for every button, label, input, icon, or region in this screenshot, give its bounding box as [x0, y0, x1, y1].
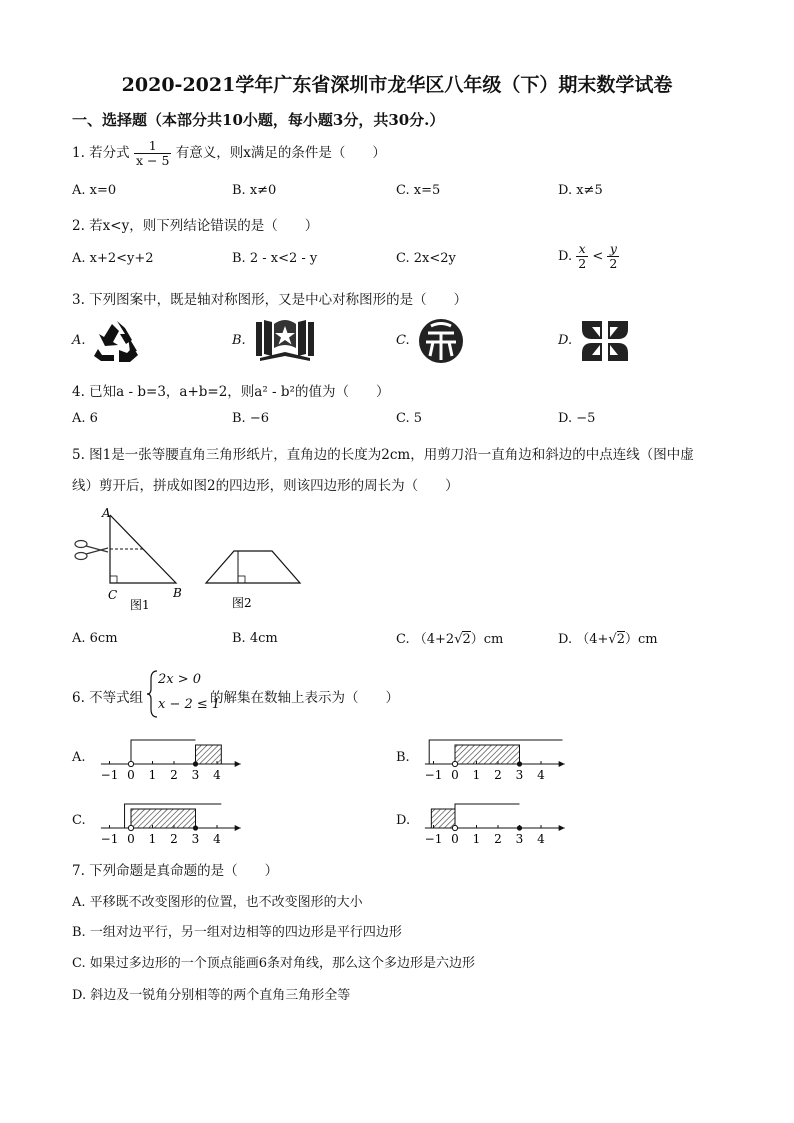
q5-option-d[interactable] [558, 628, 658, 647]
vertex-label-a: A [102, 506, 111, 520]
closed-point [517, 825, 522, 830]
tick-label: 1 [148, 832, 157, 844]
question-2: 2. 若x<y，则下列结论错误的是（ ） [72, 218, 319, 234]
question-7: 7. 下列命题是真命题的是（ ） [72, 863, 279, 879]
tick-label: 3 [515, 832, 524, 844]
q5-option-b[interactable]: B. 4cm [232, 631, 278, 646]
tick-label: 2 [494, 832, 502, 844]
trapezoid-figure [206, 551, 300, 610]
book-emblem-icon [254, 316, 316, 362]
scissors-icon [75, 541, 108, 560]
inequality-ray [131, 740, 196, 764]
q3-label-a[interactable]: A. [72, 333, 86, 348]
question-6-pre: 6. 不等式组 [72, 690, 144, 706]
q4-option-d[interactable]: D. −5 [558, 411, 596, 426]
number-line-b [412, 728, 572, 780]
tick-label: 0 [127, 768, 135, 780]
closed-point [517, 761, 522, 766]
q1-frac-num: 1 [134, 139, 171, 154]
solution-region [131, 809, 196, 828]
four-petal-icon [580, 319, 630, 363]
q6-label-b[interactable]: B. [396, 750, 410, 765]
sqrt-symbol-c: √ [454, 632, 463, 647]
metro-logo-icon [416, 318, 466, 364]
q2-d-num1: x [576, 242, 588, 257]
q1-fraction [134, 139, 171, 168]
q2-d-label: D. [558, 249, 573, 264]
section-heading: 一、选择题（本部分共10小题，每小题3分，共30分.） [72, 111, 445, 129]
question-6-post: 的解集在数轴上表示为（ ） [210, 690, 399, 706]
vertex-label-b: B [173, 586, 182, 600]
q4-option-b[interactable]: B. −6 [232, 411, 269, 426]
q4-option-c[interactable]: C. 5 [396, 411, 423, 426]
tick-label: 4 [537, 832, 545, 844]
tick-label: 3 [191, 768, 200, 780]
question-4: 4. 已知a - b=3，a+b=2，则a² - b²的值为（ ） [72, 384, 390, 400]
open-point [128, 761, 133, 766]
q2-d-num2: y [607, 242, 619, 257]
q5-d-radicand: 2 [616, 632, 625, 647]
q5-option-a[interactable]: A. 6cm [72, 631, 118, 646]
q5-c-post: ）cm [470, 632, 504, 647]
q2-d-den2: 2 [609, 256, 618, 271]
q3-label-c[interactable]: C. [396, 333, 410, 348]
q2-d-op: < [592, 249, 604, 264]
q2-option-b[interactable]: B. 2 - x<2 - y [232, 251, 318, 266]
tick-label: 1 [148, 768, 157, 780]
open-point [128, 825, 133, 830]
question-5-line1: 5. 图1是一张等腰直角三角形纸片，直角边的长度为2cm，用剪刀沿一直角边和斜边的中点连线（图中虚 [72, 447, 694, 463]
q7-option-d[interactable]: D. 斜边及一锐角分别相等的两个直角三角形全等 [72, 988, 351, 1003]
q2-option-a[interactable]: A. x+2<y+2 [72, 251, 154, 266]
q6-inequality-1: 2x > 0 [158, 672, 202, 687]
q6-label-a[interactable]: A. [72, 750, 86, 765]
number-line-a [88, 728, 248, 780]
number-line-c [88, 792, 248, 844]
tick-label: 2 [494, 768, 502, 780]
open-point [452, 825, 457, 830]
q6-label-c[interactable]: C. [72, 813, 86, 828]
tick-label: 1 [472, 768, 481, 780]
closed-point [193, 761, 198, 766]
tick-label: 0 [451, 832, 459, 844]
q6-label-d[interactable]: D. [396, 813, 411, 828]
axis-arrow [235, 761, 241, 767]
q1-stem-post: 有意义，则x满足的条件是（ ） [175, 145, 386, 161]
axis-arrow [559, 761, 565, 767]
sqrt-symbol-d: √ [608, 632, 617, 647]
tick-label: 0 [127, 832, 135, 844]
vertex-label-c: C [108, 588, 118, 602]
q1-option-b[interactable]: B. x≠0 [232, 183, 277, 198]
q7-option-c[interactable]: C. 如果过多边形的一个顶点能画6条对角线，那么这个多边形是六边形 [72, 956, 476, 971]
open-point [452, 761, 457, 766]
figure-1-caption: 图1 [130, 598, 150, 612]
q2-d-den1: 2 [578, 256, 587, 271]
solution-region [455, 745, 520, 764]
tick-label: 4 [213, 768, 221, 780]
recycle-icon [92, 318, 142, 364]
triangle-figure [75, 506, 182, 612]
solution-region [431, 809, 455, 828]
q3-label-b[interactable]: B. [232, 333, 246, 348]
closed-point [193, 825, 198, 830]
q5-c-pre: C. （4+2 [396, 632, 455, 647]
q1-option-d[interactable]: D. x≠5 [558, 183, 603, 198]
q5-d-pre: D. （4+ [558, 632, 609, 647]
q5-d-post: ）cm [624, 632, 658, 647]
q2-d-frac1 [576, 242, 588, 271]
q1-stem-pre: 1. 若分式 [72, 145, 130, 161]
tick-label: −1 [100, 768, 119, 780]
tick-label: 3 [515, 768, 524, 780]
brace-icon [145, 669, 159, 719]
q1-option-c[interactable]: C. x=5 [396, 183, 441, 198]
page-title: 2020-2021学年广东省深圳市龙华区八年级（下）期末数学试卷 [121, 74, 673, 96]
tick-label: 4 [213, 832, 221, 844]
axis-arrow [559, 825, 565, 831]
number-line-d [412, 792, 572, 844]
question-1 [72, 139, 386, 168]
axis-arrow [235, 825, 241, 831]
q2-option-c[interactable]: C. 2x<2y [396, 251, 456, 266]
inequality-ray [455, 804, 520, 828]
tick-label: 4 [537, 768, 545, 780]
q3-label-d[interactable]: D. [558, 333, 573, 348]
q7-option-b[interactable]: B. 一组对边平行，另一组对边相等的四边形是平行四边形 [72, 925, 402, 940]
q7-option-a[interactable]: A. 平移既不改变图形的位置，也不改变图形的大小 [72, 895, 363, 910]
q4-option-a[interactable]: A. 6 [72, 411, 98, 426]
q6-inequality-2: x − 2 ≤ 1 [158, 697, 221, 712]
q1-option-a[interactable]: A. x=0 [72, 183, 117, 198]
tick-label: 1 [472, 832, 481, 844]
tick-label: −1 [424, 832, 443, 844]
tick-label: 3 [191, 832, 200, 844]
question-3: 3. 下列图案中，既是轴对称图形，又是中心对称图形的是（ ） [72, 292, 468, 308]
question-5-line2: 线）剪开后，拼成如图2的四边形，则该四边形的周长为（ ） [72, 478, 459, 494]
tick-label: 0 [451, 768, 459, 780]
q1-frac-den: x − 5 [135, 153, 170, 168]
q2-d-frac2 [607, 242, 619, 271]
tick-label: −1 [100, 832, 119, 844]
tick-label: 2 [170, 832, 178, 844]
tick-label: −1 [424, 768, 443, 780]
figure-2-caption: 图2 [232, 596, 252, 610]
q5-figures [66, 503, 316, 615]
q5-c-radicand: 2 [462, 632, 471, 647]
q2-option-d[interactable] [558, 242, 619, 271]
q5-option-c[interactable] [396, 628, 503, 647]
tick-label: 2 [170, 768, 178, 780]
